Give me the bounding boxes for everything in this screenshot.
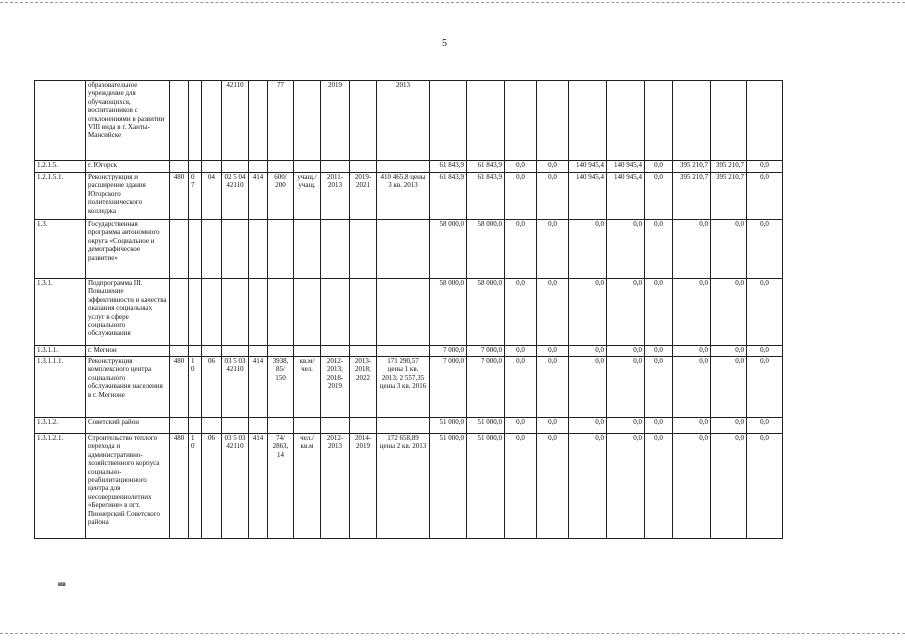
table-cell (321, 220, 350, 279)
table-cell: 395 210,7 (673, 173, 711, 220)
table-cell (350, 81, 377, 161)
table-cell: 2013-2018; 2022 (350, 357, 377, 418)
table-cell (711, 81, 747, 161)
row-number-cell: 1.3.1.1.1. (35, 357, 86, 418)
table-cell: 0,0 (607, 346, 645, 357)
table-cell: 0,0 (747, 279, 783, 346)
table-cell: 0,0 (537, 357, 569, 418)
table-cell: 58 000,0 (467, 279, 505, 346)
table-cell: 0,0 (537, 346, 569, 357)
table-cell: 0,0 (505, 161, 537, 173)
table-cell: 02 5 04 42110 (222, 173, 249, 220)
table-cell: 0,0 (537, 173, 569, 220)
table-cell: 0,0 (537, 279, 569, 346)
table-cell: 0,0 (673, 418, 711, 434)
table-cell: 7 000,0 (467, 357, 505, 418)
table-cell: 0,0 (505, 346, 537, 357)
table-cell (202, 346, 222, 357)
table-cell (350, 418, 377, 434)
row-name-cell: Советский район (86, 418, 170, 434)
row-name-cell: Подпрограмма III. Повышение эффективности и качества оказания социальных услуг в сфере социального обслуживания (86, 279, 170, 346)
table-cell (537, 81, 569, 161)
budget-table (34, 80, 783, 539)
table-cell: 0,0 (569, 357, 607, 418)
table-cell: 58 000,0 (467, 220, 505, 279)
table-cell (189, 220, 202, 279)
table-cell: 0,0 (569, 346, 607, 357)
table-cell: 0,0 (537, 418, 569, 434)
table-row (35, 173, 783, 220)
table-cell: 0,0 (607, 220, 645, 279)
footer-mark: ив (58, 580, 66, 588)
table-cell (294, 81, 321, 161)
table-cell: 0,0 (537, 434, 569, 539)
table-cell (673, 81, 711, 161)
table-cell: 1 0 (189, 434, 202, 539)
table-cell (249, 220, 268, 279)
table-cell: 0,0 (505, 173, 537, 220)
table-cell: 2012-2013 (321, 434, 350, 539)
table-cell (268, 220, 294, 279)
table-cell: 0,0 (569, 434, 607, 539)
table-cell (222, 220, 249, 279)
row-name-cell: г. Югорск (86, 161, 170, 173)
row-number-cell: 1.2.1.5.1. (35, 173, 86, 220)
table-cell: 58 000,0 (430, 279, 467, 346)
table-cell (202, 161, 222, 173)
table-cell (294, 418, 321, 434)
table-cell (294, 279, 321, 346)
scan-bottom-edge (0, 633, 905, 634)
row-name-cell: г. Мегион (86, 346, 170, 357)
row-name-cell: Реконструкция комплексного центра социального обслуживания населения в г. Мегионе (86, 357, 170, 418)
table-cell: 03 5 03 42110 (222, 434, 249, 539)
table-cell: 140 945,4 (607, 161, 645, 173)
table-cell (294, 161, 321, 173)
table-cell: 51 000,0 (430, 434, 467, 539)
table-cell: 03 5 03 42110 (222, 357, 249, 418)
table-cell (189, 279, 202, 346)
table-cell (321, 279, 350, 346)
table-cell (202, 418, 222, 434)
table-cell: 2013 (377, 81, 430, 161)
table-cell: 06 (202, 434, 222, 539)
table-cell: чел./ кв.м (294, 434, 321, 539)
table-cell: 171 290,57 цены 1 кв. 2013; 2 557,35 цены 3 кв. 2016 (377, 357, 430, 418)
table-cell: 0,0 (607, 418, 645, 434)
table-cell (249, 346, 268, 357)
table-cell: 395 210,7 (673, 161, 711, 173)
table-cell: 0 7 (189, 173, 202, 220)
table-cell: 42110 (222, 81, 249, 161)
table-cell: 77 (268, 81, 294, 161)
table-cell: 0,0 (569, 220, 607, 279)
table-cell (268, 161, 294, 173)
table-cell: 0,0 (747, 173, 783, 220)
table-cell: 0,0 (505, 418, 537, 434)
row-name-cell: Государственная программа автономного округа «Социальное и демографическое развитие» (86, 220, 170, 279)
table-cell (249, 279, 268, 346)
table-cell: 0,0 (711, 220, 747, 279)
table-cell (569, 81, 607, 161)
table-cell: 140 945,4 (569, 173, 607, 220)
table-row (35, 279, 783, 346)
table-cell: 0,0 (673, 357, 711, 418)
table-cell: 7 000,0 (467, 346, 505, 357)
table-cell: 1 0 (189, 357, 202, 418)
table-cell (467, 81, 505, 161)
table-cell (222, 346, 249, 357)
table-cell (350, 279, 377, 346)
table-cell: 0,0 (711, 279, 747, 346)
table-cell: 7 000,0 (430, 357, 467, 418)
table-cell (222, 161, 249, 173)
table-cell: 480 (170, 434, 189, 539)
table-cell (202, 220, 222, 279)
table-cell: 0,0 (607, 357, 645, 418)
table-cell: 414 (249, 173, 268, 220)
table-cell (170, 161, 189, 173)
table-cell (249, 161, 268, 173)
table-cell: 0,0 (607, 434, 645, 539)
table-cell: 0,0 (673, 434, 711, 539)
table-cell (170, 279, 189, 346)
table-cell (430, 81, 467, 161)
table-cell: 3938, 85/ 150 (268, 357, 294, 418)
table-cell (377, 161, 430, 173)
table-cell (170, 418, 189, 434)
table-cell: 0,0 (645, 434, 673, 539)
table-cell: 06 (202, 357, 222, 418)
table-cell: 2014-2019 (350, 434, 377, 539)
table-cell (321, 346, 350, 357)
table-row (35, 418, 783, 434)
table-cell: 414 (249, 434, 268, 539)
table-cell: 0,0 (505, 434, 537, 539)
table-cell (377, 418, 430, 434)
table-cell: 51 000,0 (467, 434, 505, 539)
table-cell: 61 843,9 (467, 173, 505, 220)
table-cell: 0,0 (645, 220, 673, 279)
table-cell: 61 843,9 (430, 161, 467, 173)
table-cell: 395 210,7 (711, 173, 747, 220)
table-cell: 0,0 (537, 161, 569, 173)
table-cell: 2011-2013 (321, 173, 350, 220)
table-cell: 0,0 (673, 279, 711, 346)
table-cell: 2019-2021 (350, 173, 377, 220)
table-cell: 58 000,0 (430, 220, 467, 279)
table-cell (294, 346, 321, 357)
table-cell (189, 346, 202, 357)
table-cell (321, 161, 350, 173)
table-cell: 51 000,0 (467, 418, 505, 434)
table-cell: 480 (170, 173, 189, 220)
table-cell: 480 (170, 357, 189, 418)
table-cell (321, 418, 350, 434)
table-row (35, 357, 783, 418)
table-cell: 7 000,0 (430, 346, 467, 357)
table-row (35, 346, 783, 357)
row-number-cell: 1.3.1.1. (35, 346, 86, 357)
table-cell: 0,0 (747, 220, 783, 279)
table-cell: кв.м/ чел. (294, 357, 321, 418)
table-cell: 140 945,4 (569, 161, 607, 173)
table-cell: 0,0 (747, 434, 783, 539)
table-cell: 0,0 (645, 346, 673, 357)
table-cell: 0,0 (747, 161, 783, 173)
table-cell: 04 (202, 173, 222, 220)
table-cell (377, 279, 430, 346)
row-number-cell: 1.3.1. (35, 279, 86, 346)
table-cell (170, 220, 189, 279)
table-cell (268, 279, 294, 346)
row-number-cell (35, 81, 86, 161)
table-cell: учащ./ учащ. (294, 173, 321, 220)
table-cell: 2019 (321, 81, 350, 161)
table-cell: 140 945,4 (607, 173, 645, 220)
table-cell (294, 220, 321, 279)
row-number-cell: 1.3.1.2.1. (35, 434, 86, 539)
table-cell: 0,0 (673, 346, 711, 357)
table-row (35, 220, 783, 279)
table-cell: 0,0 (505, 279, 537, 346)
table-cell: 0,0 (711, 434, 747, 539)
table-cell: 0,0 (711, 357, 747, 418)
table-cell: 74/ 2863, 14 (268, 434, 294, 539)
table-cell: 0,0 (645, 418, 673, 434)
row-number-cell: 1.2.1.5. (35, 161, 86, 173)
table-cell: 0,0 (645, 279, 673, 346)
table-cell: 0,0 (645, 173, 673, 220)
table-cell: 0,0 (673, 220, 711, 279)
table-cell (505, 81, 537, 161)
table-cell: 0,0 (537, 220, 569, 279)
table-cell (222, 418, 249, 434)
table-cell (202, 279, 222, 346)
table-cell: 0,0 (607, 279, 645, 346)
table-cell: 414 (249, 357, 268, 418)
table-cell: 0,0 (645, 161, 673, 173)
row-number-cell: 1.3.1.2. (35, 418, 86, 434)
table-row (35, 434, 783, 539)
table-cell: 51 000,0 (430, 418, 467, 434)
table-cell (350, 161, 377, 173)
table-cell (268, 346, 294, 357)
table-cell (350, 346, 377, 357)
table-row (35, 81, 783, 161)
table-cell (170, 346, 189, 357)
table-cell: 410 465,8 цены 3 кв. 2013 (377, 173, 430, 220)
table-cell (222, 279, 249, 346)
table-cell: 0,0 (569, 418, 607, 434)
table-cell: 0,0 (569, 279, 607, 346)
row-number-cell: 1.3. (35, 220, 86, 279)
table-cell: 0,0 (645, 357, 673, 418)
table-cell (249, 418, 268, 434)
table-cell (377, 346, 430, 357)
table-cell: 0,0 (747, 357, 783, 418)
page-number: 5 (442, 38, 447, 49)
table-cell: 2012-2013; 2018-2019 (321, 357, 350, 418)
table-row (35, 161, 783, 173)
table-cell (607, 81, 645, 161)
table-cell (249, 81, 268, 161)
table-cell (747, 81, 783, 161)
table-cell (189, 161, 202, 173)
table-cell: 0,0 (711, 418, 747, 434)
table-cell (268, 418, 294, 434)
table-cell (377, 220, 430, 279)
table-cell (202, 81, 222, 161)
row-name-cell: Реконструкция и расширение здания Югорского политехнического колледжа (86, 173, 170, 220)
table-cell (645, 81, 673, 161)
table-cell: 61 843,9 (430, 173, 467, 220)
row-name-cell: образовательное учреждение для обучающихся, воспитанников с отклонениями в развитии VIII вида в г. Ханты-Мансийске (86, 81, 170, 161)
scan-top-edge (0, 2, 905, 3)
table-cell (189, 81, 202, 161)
table-cell: 600/ 200 (268, 173, 294, 220)
table-cell: 61 843,9 (467, 161, 505, 173)
table-cell (170, 81, 189, 161)
table-cell (189, 418, 202, 434)
table-cell: 0,0 (505, 357, 537, 418)
table-cell: 172 658,89 цены 2 кв. 2013 (377, 434, 430, 539)
table-cell: 0,0 (505, 220, 537, 279)
table-cell: 0,0 (747, 418, 783, 434)
row-name-cell: Строительство теплого перехода и административно-хозяйственного корпуса социально-реабилитационного центра для несовершеннолетних «Берегиня» в пгт. Пионерский Советского района (86, 434, 170, 539)
table-cell: 395 210,7 (711, 161, 747, 173)
table-cell: 0,0 (711, 346, 747, 357)
table-cell (350, 220, 377, 279)
table-cell: 0,0 (747, 346, 783, 357)
